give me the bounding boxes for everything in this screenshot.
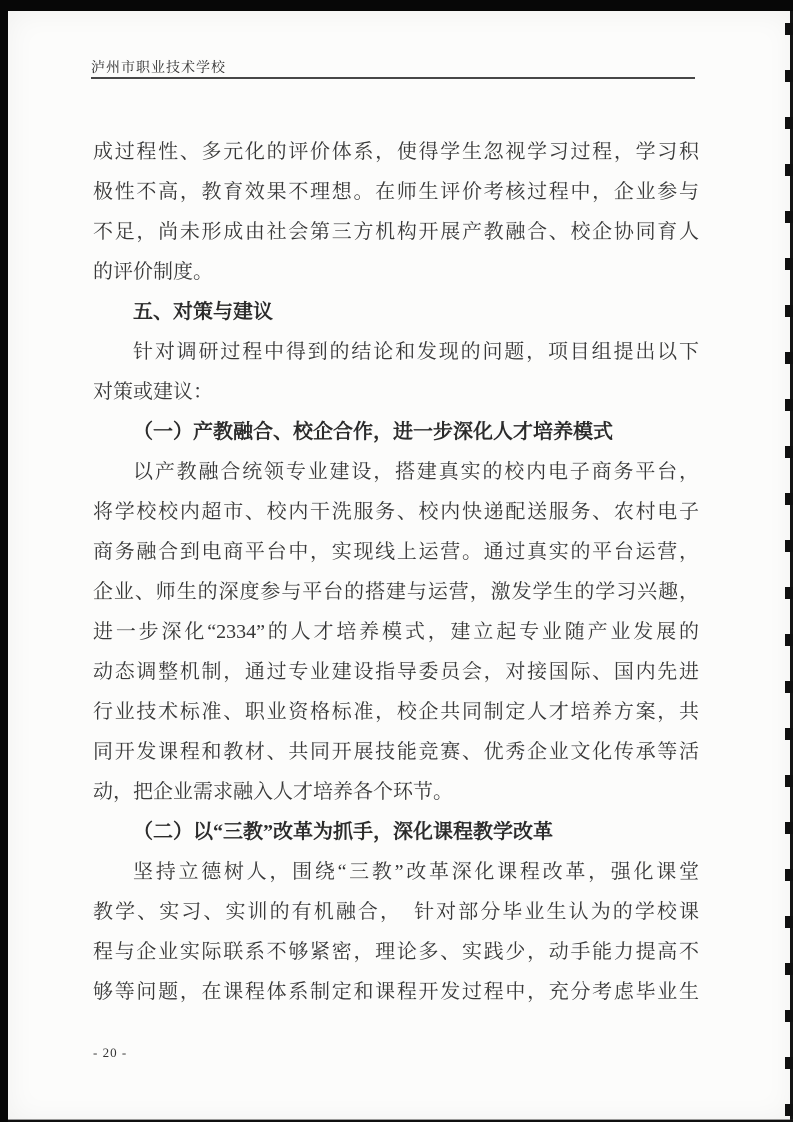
body-line: 够等问题，在课程体系制定和课程开发过程中，充分考虑毕业生	[93, 981, 699, 1003]
body-line: 以产教融合统领专业建设，搭建真实的校内电子商务平台，	[133, 461, 699, 483]
body-line: 坚持立德树人，围绕“三教”改革深化课程改革，强化课堂	[133, 861, 699, 883]
scan-bottom-edge	[8, 1118, 793, 1122]
subsection-heading-2: （二）以“三教”改革为抓手，深化课程教学改革	[133, 821, 553, 843]
body-line: 不足，尚未形成由社会第三方机构开展产教融合、校企协同育人	[93, 221, 699, 243]
page-number: - 20 -	[93, 1045, 128, 1060]
scan-binding-edge	[785, 11, 793, 1122]
body-line: 企业、师生的深度参与平台的搭建与运营，激发学生的学习兴趣，	[93, 581, 699, 603]
body-line: 动，把企业需求融入人才培养各个环节。	[93, 781, 453, 803]
body-line: 程与企业实际联系不够紧密，理论多、实践少，动手能力提高不	[93, 941, 699, 963]
body-line: 将学校校内超市、校内干洗服务、校内快递配送服务、农村电子	[93, 501, 699, 523]
body-line: 的评价制度。	[93, 261, 213, 283]
body-line: 针对调研过程中得到的结论和发现的问题，项目组提出以下	[133, 341, 699, 363]
body-line: 动态调整机制，通过专业建设指导委员会，对接国际、国内先进	[93, 661, 699, 683]
body-line: 商务融合到电商平台中，实现线上运营。通过真实的平台运营，	[93, 541, 699, 563]
header-rule	[91, 77, 695, 79]
document-body	[93, 132, 699, 1012]
body-line: 行业技术标准、职业资格标准，校企共同制定人才培养方案，共	[93, 701, 699, 723]
body-line: 极性不高，教育效果不理想。在师生评价考核过程中，企业参与	[93, 181, 699, 203]
body-line: 进一步深化“2334”的人才培养模式，建立起专业随产业发展的	[93, 621, 699, 643]
header-school-name: 泸州市职业技术学校	[91, 61, 226, 76]
body-line: 对策或建议：	[93, 381, 213, 403]
body-line: 成过程性、多元化的评价体系，使得学生忽视学习过程，学习积	[93, 141, 699, 163]
section-heading-5: 五、对策与建议	[133, 301, 273, 323]
subsection-heading-1: （一）产教融合、校企合作，进一步深化人才培养模式	[133, 421, 613, 443]
scanned-page	[8, 11, 793, 1122]
body-line: 同开发课程和教材、共同开展技能竞赛、优秀企业文化传承等活	[93, 741, 699, 763]
body-line: 教学、实习、实训的有机融合， 针对部分毕业生认为的学校课	[93, 901, 699, 923]
